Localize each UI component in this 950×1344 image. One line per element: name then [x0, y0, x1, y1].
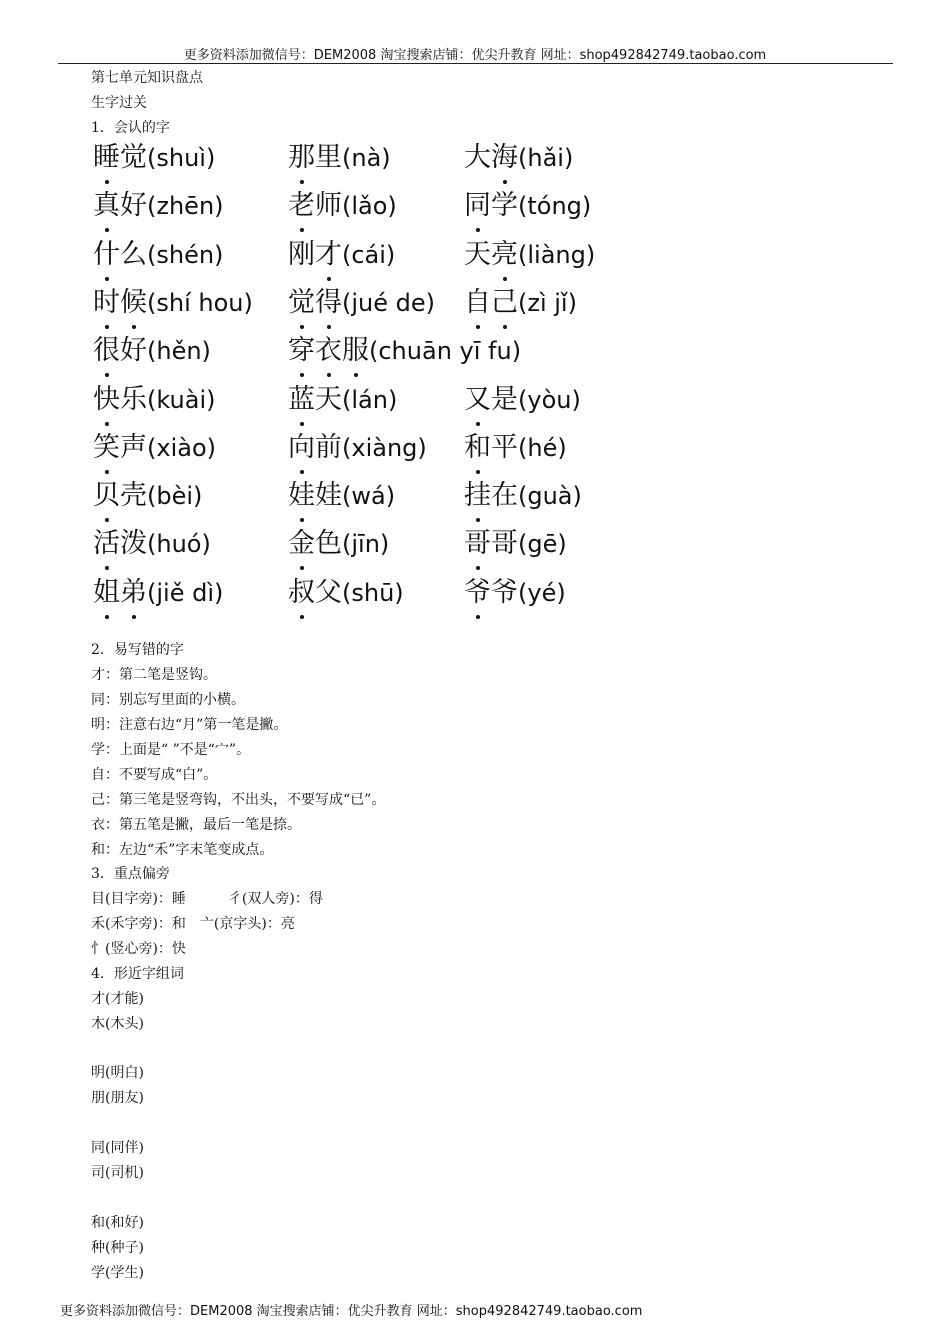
hanzi-character: 好 [120, 335, 147, 367]
hanzi-character: 笑 [93, 431, 120, 463]
hanzi-character: 金 [288, 528, 315, 560]
hanzi-character: 平 [491, 431, 518, 463]
hanzi-character: 候 [120, 286, 147, 318]
hanzi-character: 同 [464, 190, 491, 222]
hanzi-character: 父 [315, 576, 342, 608]
page-footer: 更多资料添加微信号：DEM2008 淘宝搜索店铺：优尖升教育 网址：shop492842749.taobao.com [60, 1304, 643, 1319]
note-line: 自：不要写成“白”。 [91, 767, 218, 783]
section-heading-1: 1．会认的字 [91, 120, 170, 136]
pinyin-reading: (yé) [518, 578, 566, 607]
recognition-word [93, 479, 202, 513]
hanzi-character: 前 [315, 431, 342, 463]
recognition-word [288, 286, 435, 320]
recognition-word [288, 189, 397, 223]
recognition-word [93, 189, 224, 223]
pinyin-reading: (lán) [342, 385, 398, 414]
hanzi-character: 很 [93, 335, 120, 367]
hanzi-character: 快 [93, 383, 120, 415]
hanzi-character: 穿 [288, 335, 315, 367]
pinyin-reading: (jīn) [342, 530, 390, 559]
hanzi-character: 真 [93, 190, 120, 222]
recognition-word [288, 141, 391, 175]
hanzi-character: 声 [120, 431, 147, 463]
note-line: 和：左边“禾”字末笔变成点。 [91, 842, 274, 858]
note-line: 同：别忘写里面的小横。 [91, 692, 245, 708]
word-pair-item: 种(种子) [91, 1240, 144, 1256]
recognition-word [288, 238, 395, 272]
word-pair-item: 明(明白) [91, 1065, 144, 1081]
pinyin-reading: (yòu) [518, 385, 581, 414]
hanzi-character: 是 [491, 383, 518, 415]
pinyin-reading: (shuì) [147, 144, 216, 172]
hanzi-character: 觉 [120, 142, 147, 173]
pinyin-reading: (nà) [342, 144, 391, 172]
hanzi-character: 睡 [93, 142, 120, 173]
hanzi-character: 活 [93, 528, 120, 560]
note-line: 才：第二笔是竖钩。 [91, 667, 217, 683]
hanzi-character: 娃 [315, 480, 342, 512]
hanzi-character: 服 [342, 335, 369, 367]
page-header: 更多资料添加微信号：DEM2008 淘宝搜索店铺：优尖升教育 网址：shop492842749.taobao.com [183, 48, 767, 63]
recognition-word [93, 527, 211, 561]
pinyin-reading: (liàng) [518, 240, 596, 269]
hanzi-character: 己 [491, 286, 518, 318]
hanzi-character: 衣 [315, 335, 342, 367]
pinyin-reading: (guà) [518, 482, 582, 511]
recognition-word [464, 479, 582, 513]
word-pair-item: 学(学生) [91, 1265, 144, 1281]
recognition-word [464, 527, 567, 561]
word-pair-item: 同(同伴) [91, 1140, 144, 1156]
recognition-word [464, 189, 591, 223]
hanzi-character: 天 [315, 383, 342, 415]
radical-line: 忄(竖心旁)：快 [91, 941, 186, 957]
hanzi-character: 时 [93, 286, 120, 318]
section-heading-2: 2．易写错的字 [91, 642, 184, 658]
recognition-word [464, 383, 581, 417]
hanzi-character: 觉 [288, 286, 315, 318]
pinyin-reading: (zì jǐ) [518, 288, 577, 317]
recognition-word [464, 286, 577, 320]
hanzi-character: 里 [315, 142, 342, 173]
hanzi-character: 挂 [464, 480, 491, 512]
hanzi-character: 老 [288, 190, 315, 222]
pinyin-reading: (hǎi) [518, 144, 574, 172]
pinyin-reading: (xiàng) [342, 433, 427, 462]
recognition-word [288, 527, 389, 561]
hanzi-character: 和 [464, 431, 491, 463]
pinyin-reading: (cái) [342, 240, 396, 269]
hanzi-character: 又 [464, 383, 491, 415]
pinyin-reading: (jué de) [342, 288, 435, 317]
pinyin-reading: (zhēn) [147, 192, 224, 221]
hanzi-character: 泼 [120, 528, 147, 560]
recognition-word [288, 383, 397, 417]
hanzi-character: 贝 [93, 480, 120, 512]
pinyin-reading: (tóng) [518, 192, 592, 221]
hanzi-character: 么 [120, 238, 147, 270]
recognition-word [93, 383, 215, 417]
pinyin-reading: (gē) [518, 530, 567, 559]
pinyin-reading: (shū) [342, 578, 404, 607]
pinyin-reading: (chuān yī fu) [369, 337, 522, 366]
hanzi-character: 色 [315, 528, 342, 560]
word-pair-item: 朋(朋友) [91, 1090, 144, 1106]
hanzi-character: 蓝 [288, 383, 315, 415]
pinyin-reading: (kuài) [147, 385, 216, 414]
word-pair-item: 司(司机) [91, 1165, 144, 1181]
word-pair-item: 木(木头) [91, 1016, 144, 1032]
pinyin-reading: (huó) [147, 530, 211, 559]
note-line: 己：第三笔是竖弯钩，不出头，不要写成“已”。 [91, 792, 386, 808]
section-subtitle: 生字过关 [91, 95, 147, 111]
hanzi-character: 乐 [120, 383, 147, 415]
pinyin-reading: (lǎo) [342, 192, 397, 221]
recognition-word [288, 431, 427, 465]
section-heading-4: 4．形近字组词 [91, 966, 184, 982]
recognition-word [93, 334, 211, 368]
note-line: 衣：第五笔是撇，最后一笔是捺。 [91, 817, 301, 833]
hanzi-character: 哥 [464, 528, 491, 560]
hanzi-character: 师 [315, 190, 342, 222]
hanzi-character: 好 [120, 190, 147, 222]
unit-title: 第七单元知识盘点 [91, 70, 203, 86]
recognition-word [288, 576, 404, 610]
hanzi-character: 娃 [288, 480, 315, 512]
pinyin-reading: (wá) [342, 482, 396, 511]
hanzi-character: 向 [288, 431, 315, 463]
hanzi-character: 大 [464, 142, 491, 173]
pinyin-reading: (shí hou) [147, 288, 253, 317]
hanzi-character: 才 [315, 238, 342, 270]
recognition-word [464, 141, 573, 175]
hanzi-character: 亮 [491, 238, 518, 270]
pinyin-reading: (bèi) [147, 482, 203, 511]
recognition-word [93, 576, 223, 610]
pinyin-reading: (shén) [147, 240, 224, 269]
hanzi-character: 姐 [93, 576, 120, 608]
recognition-word [93, 141, 215, 175]
hanzi-character: 天 [464, 238, 491, 270]
word-pair-item: 和(和好) [91, 1215, 144, 1231]
hanzi-character: 刚 [288, 238, 315, 270]
hanzi-character: 在 [491, 480, 518, 512]
hanzi-character: 叔 [288, 576, 315, 608]
pinyin-reading: (hé) [518, 433, 567, 462]
hanzi-character: 弟 [120, 576, 147, 608]
pinyin-reading: (jiě dì) [147, 578, 224, 607]
hanzi-character: 什 [93, 238, 120, 270]
hanzi-character: 自 [464, 286, 491, 318]
recognition-word [464, 238, 595, 272]
hanzi-character: 得 [315, 286, 342, 318]
pinyin-reading: (hěn) [147, 337, 211, 366]
recognition-word [288, 479, 395, 513]
hanzi-character: 海 [491, 142, 518, 173]
recognition-word [464, 431, 567, 465]
recognition-word [93, 286, 253, 320]
note-line: 学：上面是“ ”不是“宀”。 [91, 742, 251, 758]
hanzi-character: 壳 [120, 480, 147, 512]
radical-line: 目(目字旁)：睡 彳(双人旁)：得 [91, 891, 323, 907]
pinyin-reading: (xiào) [147, 433, 216, 462]
section-heading-3: 3．重点偏旁 [91, 866, 170, 882]
recognition-word [93, 431, 216, 465]
hanzi-character: 那 [288, 142, 315, 173]
hanzi-character: 哥 [491, 528, 518, 560]
note-line: 明：注意右边“月”第一笔是撇。 [91, 717, 288, 733]
hanzi-character: 爷 [464, 576, 491, 608]
recognition-word [288, 334, 521, 368]
word-pair-item: 才(才能) [91, 991, 144, 1007]
radical-line: 禾(禾字旁)：和 亠(京字头)：亮 [91, 916, 295, 932]
header-divider [58, 63, 893, 64]
hanzi-character: 学 [491, 190, 518, 222]
hanzi-character: 爷 [491, 576, 518, 608]
recognition-word [93, 238, 223, 272]
recognition-word [464, 576, 566, 610]
